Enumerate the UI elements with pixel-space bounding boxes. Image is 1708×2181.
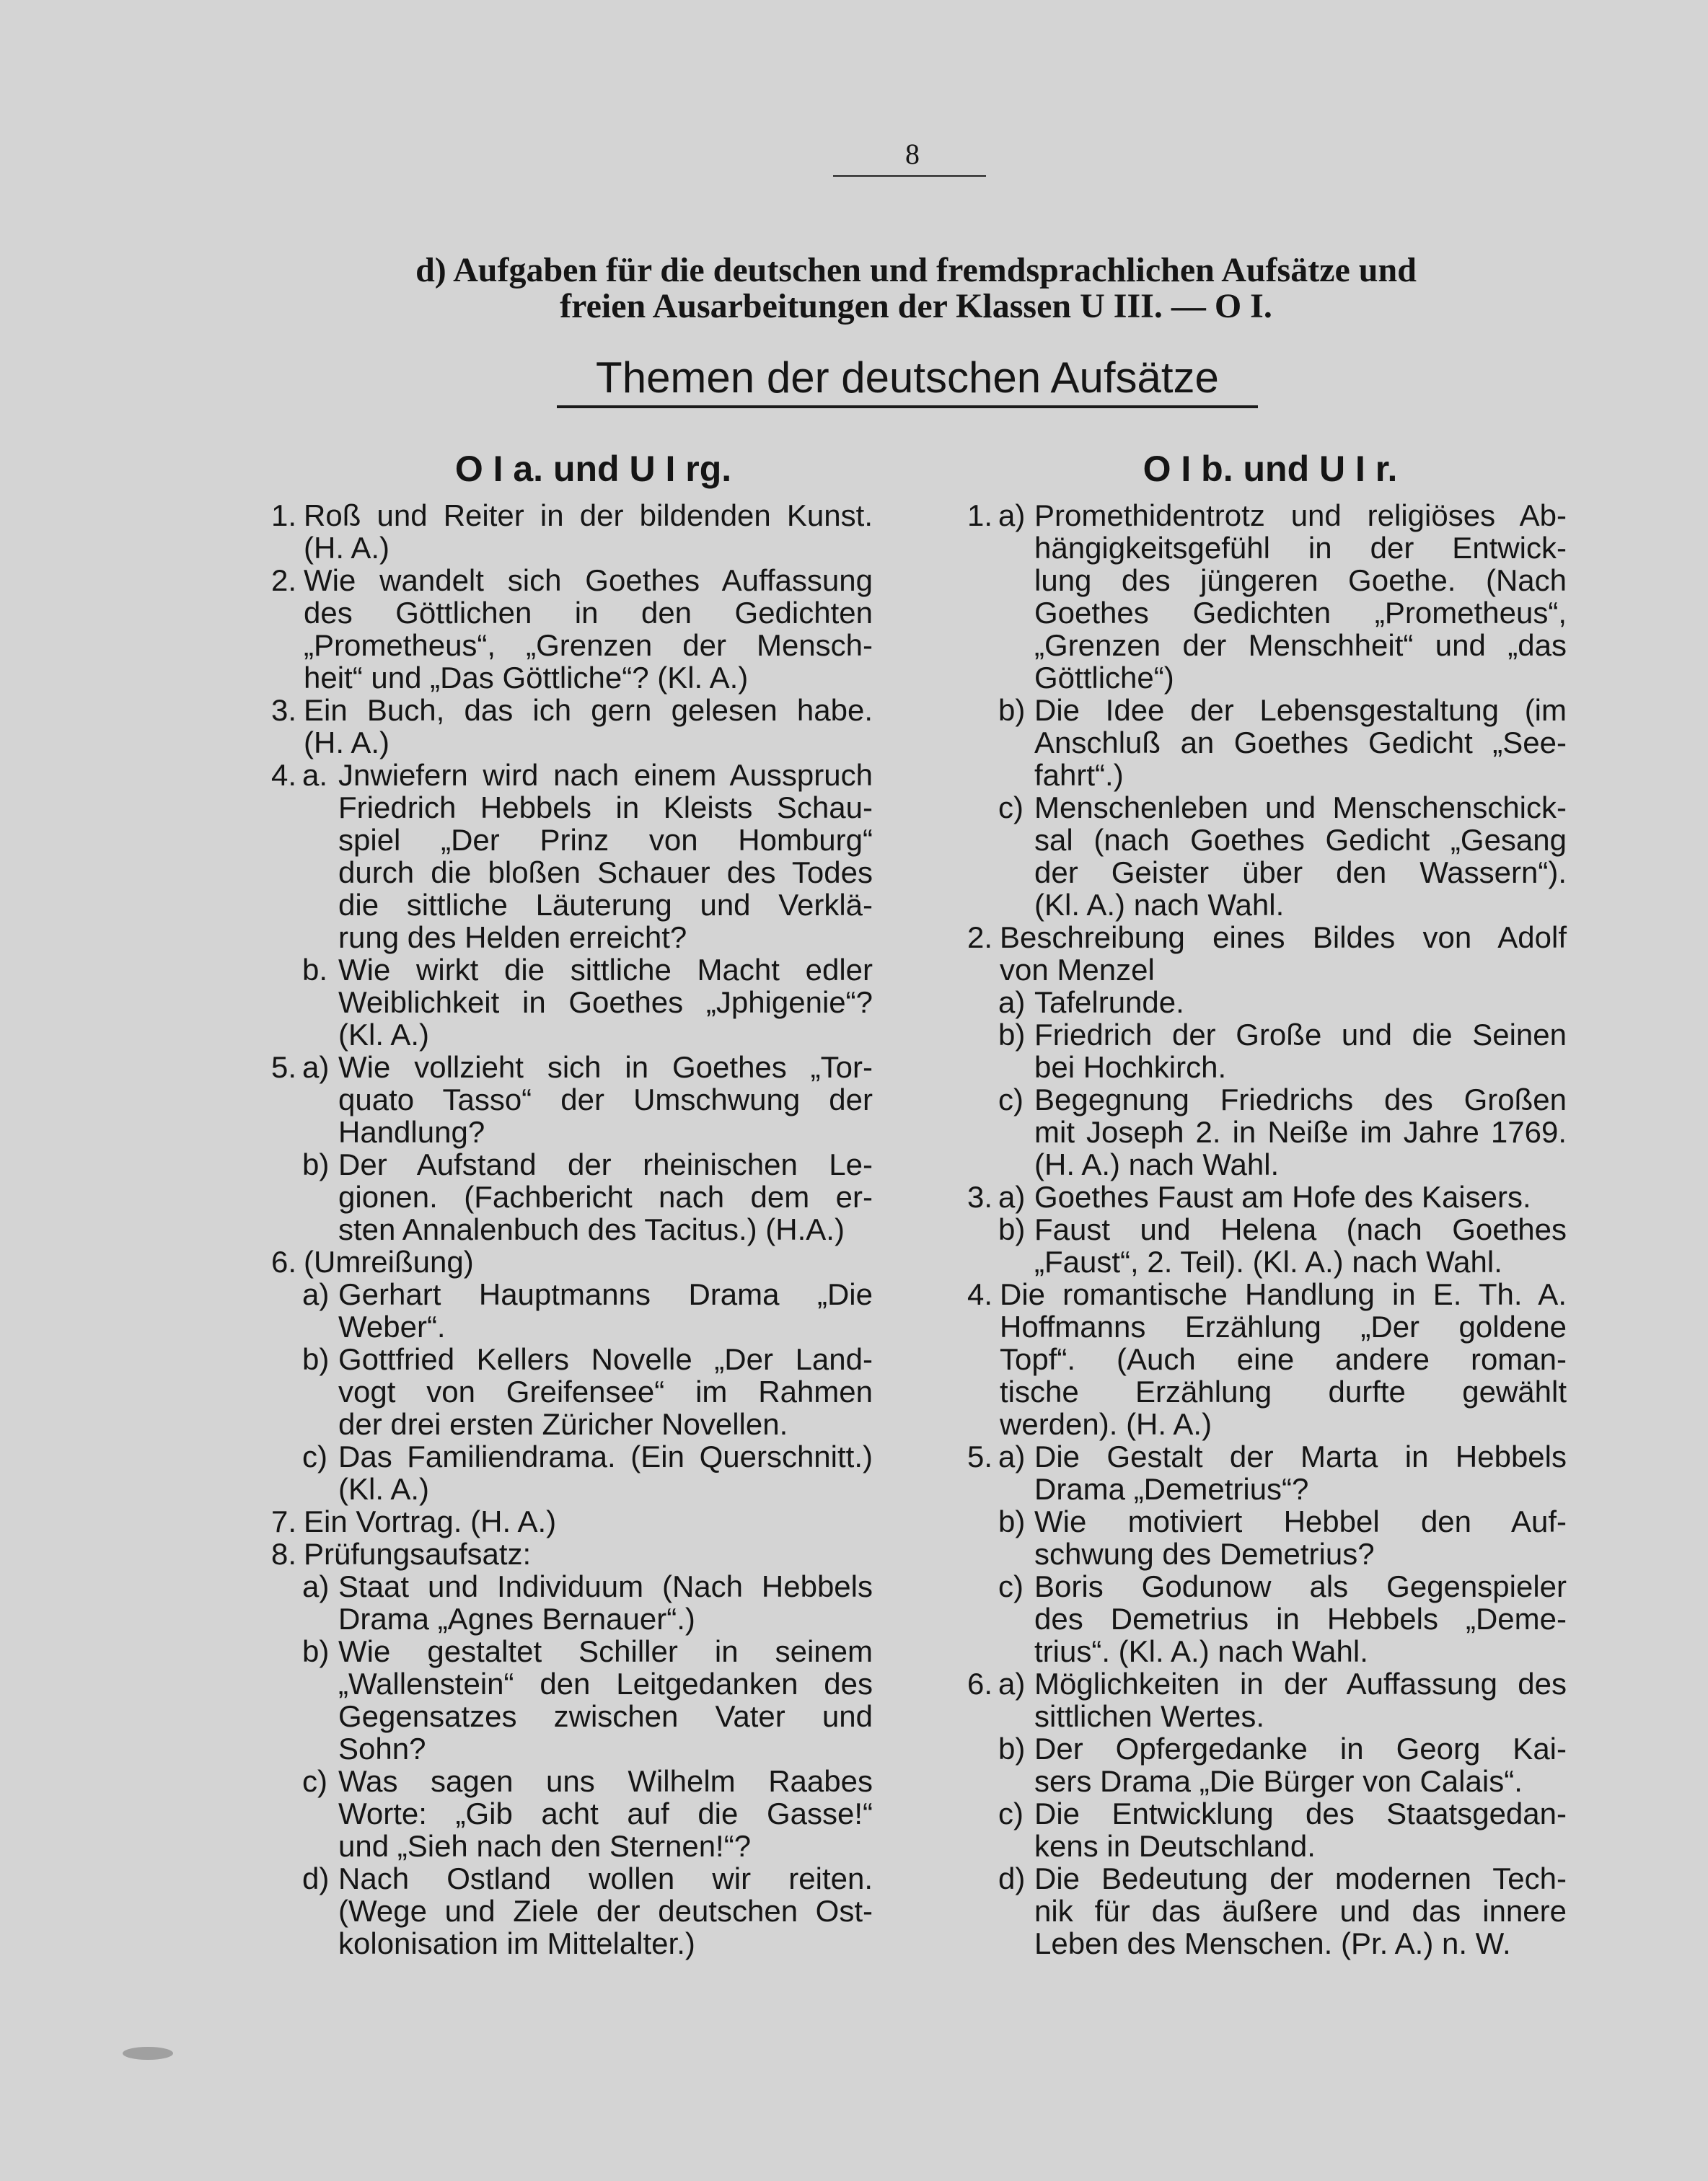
item-text-line: quato Tasso“ der Umschwung der <box>338 1083 873 1116</box>
item-text <box>334 1278 873 1343</box>
item-text-line: Drama „Agnes Bernauer“.) <box>338 1602 695 1636</box>
item-text <box>1030 1862 1567 1960</box>
section-heading <box>238 252 1594 325</box>
item-text-line: kens in Deutschland. <box>1034 1829 1316 1863</box>
item-sub-label: b) <box>998 693 1026 727</box>
item-text <box>1030 1732 1567 1797</box>
item-text-line: und „Sieh nach den Sternen!“? <box>338 1829 752 1863</box>
item-text <box>1030 1181 1567 1213</box>
item-number: 4. <box>967 1277 992 1311</box>
item-text-line: Das Familiendrama. (Ein Querschnitt.) <box>338 1440 873 1473</box>
list-item <box>249 694 873 759</box>
left-column <box>249 447 873 1960</box>
list-item <box>945 1797 1567 1862</box>
item-text <box>1030 986 1567 1018</box>
item-text-line: spiel „Der Prinz von Homburg“ <box>338 823 873 857</box>
item-sub-label: a) <box>302 1569 330 1603</box>
item-text-line: des Göttlichen in den Gedichten <box>304 596 873 630</box>
item-sub-label: a) <box>998 1180 1026 1214</box>
item-text-line: durch die bloßen Schauer des Todes <box>338 855 873 889</box>
item-sub-label: b) <box>302 1634 330 1668</box>
item-number: 2. <box>270 563 296 597</box>
list-item <box>945 499 1567 694</box>
item-text-line: Faust und Helena (nach Goethes <box>1034 1212 1567 1246</box>
item-text <box>1030 694 1567 791</box>
item-sub-label: c) <box>302 1764 327 1798</box>
item-text-line: Menschenleben und Menschenschick- <box>1034 790 1567 824</box>
list-item <box>249 499 873 564</box>
list-item <box>945 1181 1567 1213</box>
item-text-line: gionen. (Fachbericht nach dem er- <box>338 1180 873 1214</box>
right-column <box>945 447 1567 1960</box>
list-item <box>249 1570 873 1635</box>
item-text-line: Ein Buch, das ich gern gelesen habe. <box>304 693 873 727</box>
list-item <box>249 1278 873 1343</box>
item-number: 1. <box>967 498 992 532</box>
item-text-line: Anschluß an Goethes Gedicht „See- <box>1034 726 1567 759</box>
item-text-line: sten Annalenbuch des Tacitus.) (H.A.) <box>338 1212 845 1246</box>
item-sub-label: c) <box>998 1569 1024 1603</box>
item-text <box>1030 1797 1567 1862</box>
item-text-line: Die Gestalt der Marta in Hebbels <box>1034 1440 1567 1473</box>
item-sub-label: b) <box>998 1504 1026 1538</box>
item-number: 3. <box>270 693 296 727</box>
item-number: 6. <box>270 1245 296 1279</box>
item-text-line: (H. A.) <box>304 726 390 759</box>
item-text-line: Sohn? <box>338 1732 426 1766</box>
list-item <box>945 1278 1567 1440</box>
item-sub-label: c) <box>998 1797 1024 1830</box>
item-text <box>334 1343 873 1440</box>
item-text-line: Wie gestaltet Schiller in seinem <box>338 1634 873 1668</box>
item-number: 7. <box>270 1504 296 1538</box>
item-text-line: von Menzel <box>1000 953 1155 987</box>
item-sub-label: b) <box>998 1732 1026 1766</box>
item-number: 3. <box>967 1180 992 1214</box>
item-text-line: Der Aufstand der rheinischen Le- <box>338 1147 873 1181</box>
item-text-line: Tafelrunde. <box>1034 985 1184 1019</box>
item-text <box>334 1051 873 1148</box>
item-text-line: Handlung? <box>338 1115 485 1149</box>
item-text <box>296 1505 873 1538</box>
item-number: 6. <box>967 1667 992 1701</box>
item-text-line: (Kl. A.) <box>338 1018 430 1052</box>
item-text-line: sers Drama „Die Bürger von Calais“. <box>1034 1764 1523 1798</box>
item-text-line: Der Opfergedanke in Georg Kai- <box>1034 1732 1567 1766</box>
item-text-line: bei Hochkirch. <box>1034 1050 1227 1084</box>
item-text-line: Göttliche“) <box>1034 661 1174 695</box>
ink-smudge <box>123 2047 173 2060</box>
item-text <box>296 499 873 564</box>
item-text-line: Gottfried Kellers Novelle „Der Land- <box>338 1342 873 1376</box>
list-item <box>249 953 873 1051</box>
section-heading-line-2: freien Ausarbeitungen der Klassen U III. — O I. <box>560 287 1272 325</box>
item-text-line: lung des jüngeren Goethe. (Nach <box>1034 563 1567 597</box>
item-text-line: tische Erzählung durfte gewählt <box>1000 1375 1567 1409</box>
list-item <box>945 1018 1567 1083</box>
list-item <box>945 1083 1567 1181</box>
item-text <box>334 1440 873 1505</box>
item-text <box>1030 1440 1567 1505</box>
list-item <box>945 986 1567 1018</box>
item-sub-label: d) <box>998 1861 1026 1895</box>
item-text-line: (H. A.) nach Wahl. <box>1034 1147 1280 1181</box>
item-text <box>1030 1018 1567 1083</box>
item-text-line: Gegensatzes zwischen Vater und <box>338 1699 873 1733</box>
item-text-line: trius“. (Kl. A.) nach Wahl. <box>1034 1634 1368 1668</box>
item-text-line: der drei ersten Züricher Novellen. <box>338 1407 788 1441</box>
item-sub-label: a) <box>302 1277 330 1311</box>
item-sub-label: b) <box>998 1018 1026 1052</box>
list-item <box>945 1213 1567 1278</box>
main-title: Themen der deutschen Aufsätze <box>557 352 1258 408</box>
item-text-line: Wie wirkt die sittliche Macht edler <box>338 953 873 987</box>
item-sub-label: b) <box>302 1342 330 1376</box>
list-item <box>249 1765 873 1862</box>
item-text-line: vogt von Greifensee“ im Rahmen <box>338 1375 873 1409</box>
item-text-line: werden). (H. A.) <box>1000 1407 1212 1441</box>
list-item <box>945 1667 1567 1732</box>
list-item <box>945 1732 1567 1797</box>
item-text-line: Was sagen uns Wilhelm Raabes <box>338 1764 873 1798</box>
item-text <box>334 1148 873 1246</box>
item-text <box>296 1246 873 1278</box>
item-text <box>334 1635 873 1765</box>
item-text-line: heit“ und „Das Göttliche“? (Kl. A.) <box>304 661 749 695</box>
item-text-line: Hoffmanns Erzählung „Der goldene <box>1000 1310 1567 1344</box>
item-text-line: „Wallenstein“ den Leitgedanken des <box>338 1667 873 1701</box>
item-text-line: Jnwiefern wird nach einem Ausspruch <box>338 758 873 792</box>
item-text-line: Drama „Demetrius“? <box>1034 1472 1309 1506</box>
list-item <box>249 1440 873 1505</box>
item-sub-label: b) <box>998 1212 1026 1246</box>
list-item <box>249 1862 873 1960</box>
item-number: 4. <box>270 758 296 792</box>
item-number: 1. <box>270 498 296 532</box>
item-text-line: „Prometheus“, „Grenzen der Mensch- <box>304 628 873 662</box>
item-text <box>296 694 873 759</box>
item-text <box>1030 1570 1567 1667</box>
item-text-line: kolonisation im Mittelalter.) <box>338 1926 695 1960</box>
item-sub-label: a) <box>998 985 1026 1019</box>
item-sub-label: b) <box>302 1147 330 1181</box>
list-item <box>249 1635 873 1765</box>
item-text <box>1030 499 1567 694</box>
item-sub-label: a) <box>998 498 1026 532</box>
item-sub-label: a) <box>302 1050 330 1084</box>
item-text-line: Friedrich Hebbels in Kleists Schau- <box>338 790 873 824</box>
item-sub-label: a) <box>998 1667 1026 1701</box>
item-text-line: Weiblichkeit in Goethes „Jphigenie“? <box>338 985 873 1019</box>
item-text-line: Staat und Individuum (Nach Hebbels <box>338 1569 873 1603</box>
item-text-line: Weber“. <box>338 1310 446 1344</box>
item-number: 5. <box>270 1050 296 1084</box>
item-text <box>334 759 873 953</box>
item-sub-label: d) <box>302 1861 330 1895</box>
list-item <box>249 1343 873 1440</box>
item-text <box>1030 1505 1567 1570</box>
item-text <box>1030 1083 1567 1181</box>
item-text-line: die sittliche Läuterung und Verklä- <box>338 888 873 922</box>
item-text-line: der Geister über den Wassern“). <box>1034 855 1567 889</box>
item-number: 8. <box>270 1537 296 1571</box>
list-item <box>249 1505 873 1538</box>
item-text-line: Friedrich der Große und die Seinen <box>1034 1018 1567 1052</box>
item-text-line: (Kl. A.) nach Wahl. <box>1034 888 1285 922</box>
item-text <box>1030 1213 1567 1278</box>
list-item <box>945 1440 1567 1505</box>
item-text-line: Die romantische Handlung in E. Th. A. <box>1000 1277 1567 1311</box>
list-item <box>249 1051 873 1148</box>
item-number: 5. <box>967 1440 992 1473</box>
item-sub-label: a. <box>302 758 328 792</box>
item-text-line: nik für das äußere und das innere <box>1034 1894 1567 1928</box>
list-item <box>945 791 1567 921</box>
item-sub-label: a) <box>998 1440 1026 1473</box>
item-text-line: (H. A.) <box>304 531 390 565</box>
list-item <box>249 759 873 953</box>
item-text-line: Leben des Menschen. (Pr. A.) n. W. <box>1034 1926 1511 1960</box>
item-text-line: Wie vollzieht sich in Goethes „Tor- <box>338 1050 873 1084</box>
item-sub-label: b. <box>302 953 328 987</box>
list-item <box>945 694 1567 791</box>
item-text-line: mit Joseph 2. in Neiße im Jahre 1769. <box>1034 1115 1567 1149</box>
item-text-line: schwung des Demetrius? <box>1034 1537 1375 1571</box>
item-text-line: (Kl. A.) <box>338 1472 430 1506</box>
item-sub-label: c) <box>998 1083 1024 1116</box>
item-text-line: Boris Godunow als Gegenspieler <box>1034 1569 1567 1603</box>
item-sub-label: c) <box>302 1440 327 1473</box>
item-text <box>1030 1667 1567 1732</box>
item-text-line: rung des Helden erreicht? <box>338 920 687 954</box>
right-column-heading: O I b. und U I r. <box>1143 449 1398 489</box>
list-item <box>249 564 873 694</box>
item-text <box>334 1765 873 1862</box>
item-text-line: „Grenzen der Menschheit“ und „das <box>1034 628 1567 662</box>
list-item <box>945 921 1567 986</box>
item-text-line: Die Bedeutung der modernen Tech- <box>1034 1861 1567 1895</box>
item-text-line: Worte: „Gib acht auf die Gasse!“ <box>338 1797 873 1830</box>
item-text <box>296 1538 873 1570</box>
item-text-line: Begegnung Friedrichs des Großen <box>1034 1083 1567 1116</box>
item-text <box>992 1278 1567 1440</box>
item-text-line: (Umreißung) <box>304 1245 474 1279</box>
item-text-line: Wie wandelt sich Goethes Auffassung <box>304 563 873 597</box>
item-text <box>296 564 873 694</box>
item-text-line: Die Idee der Lebensgestaltung (im <box>1034 693 1567 727</box>
right-column-entries <box>945 499 1567 1960</box>
item-text <box>1030 791 1567 921</box>
item-number: 2. <box>967 920 992 954</box>
item-text-line: Topf“. (Auch eine andere roman- <box>1000 1342 1567 1376</box>
item-text-line: sittlichen Wertes. <box>1034 1699 1264 1733</box>
list-item <box>249 1246 873 1278</box>
list-item <box>249 1538 873 1570</box>
item-sub-label: c) <box>998 790 1024 824</box>
list-item <box>249 1148 873 1246</box>
item-text-line: sal (nach Goethes Gedicht „Gesang <box>1034 823 1567 857</box>
item-text-line: Möglichkeiten in der Auffassung des <box>1034 1667 1567 1701</box>
left-column-entries <box>249 499 873 1960</box>
list-item <box>945 1862 1567 1960</box>
item-text-line: des Demetrius in Hebbels „Deme- <box>1034 1602 1567 1636</box>
item-text <box>334 1862 873 1960</box>
item-text-line: Gerhart Hauptmanns Drama „Die <box>338 1277 873 1311</box>
item-text-line: Nach Ostland wollen wir reiten. <box>338 1861 873 1895</box>
item-text-line: Ein Vortrag. (H. A.) <box>304 1504 557 1538</box>
item-text-line: fahrt“.) <box>1034 758 1124 792</box>
item-text-line: „Faust“, 2. Teil). (Kl. A.) nach Wahl. <box>1034 1245 1502 1279</box>
item-text-line: Die Entwicklung des Staatsgedan- <box>1034 1797 1567 1830</box>
item-text-line: Wie motiviert Hebbel den Auf- <box>1034 1504 1567 1538</box>
item-text-line: (Wege und Ziele der deutschen Ost- <box>338 1894 873 1928</box>
item-text <box>992 921 1567 986</box>
page-number: 8 <box>905 138 920 170</box>
section-heading-line-1: d) Aufgaben für die deutschen und fremdsprachlichen Aufsätze und <box>415 251 1417 289</box>
item-text-line: Beschreibung eines Bildes von Adolf <box>1000 920 1567 954</box>
page-number-rule <box>833 175 986 177</box>
list-item <box>945 1505 1567 1570</box>
item-text-line: Promethidentrotz und religiöses Ab- <box>1034 498 1567 532</box>
item-text <box>334 953 873 1051</box>
item-text-line: Goethes Faust am Hofe des Kaisers. <box>1034 1180 1531 1214</box>
item-text-line: Prüfungsaufsatz: <box>304 1537 532 1571</box>
list-item <box>945 1570 1567 1667</box>
item-text-line: hängigkeitsgefühl in der Entwick- <box>1034 531 1567 565</box>
left-column-heading: O I a. und U I rg. <box>454 449 732 489</box>
item-text <box>334 1570 873 1635</box>
item-text-line: Goethes Gedichten „Prometheus“, <box>1034 596 1567 630</box>
item-text-line: Roß und Reiter in der bildenden Kunst. <box>304 498 873 532</box>
